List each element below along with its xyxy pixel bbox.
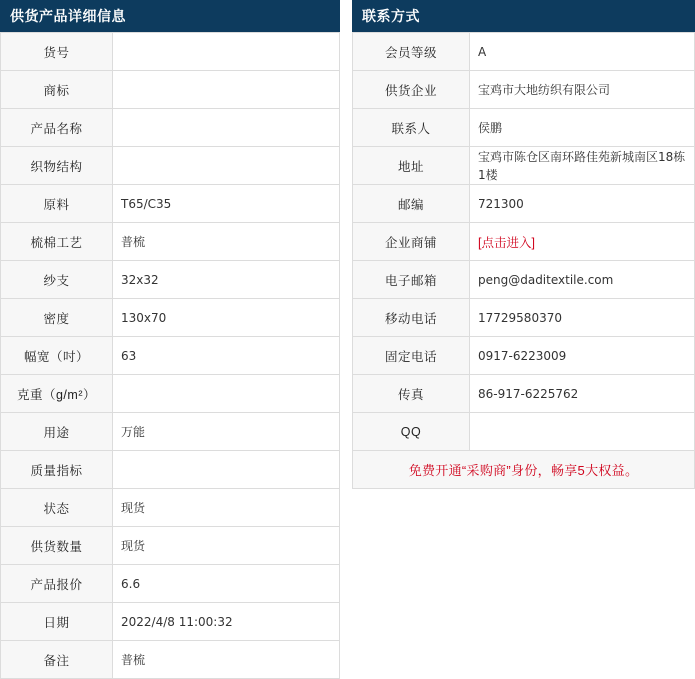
table-row (1, 33, 340, 71)
row-value: peng@daditextile.com (470, 261, 695, 299)
table-row (1, 413, 340, 451)
row-value: 86-917-6225762 (470, 375, 695, 413)
row-value (470, 413, 695, 451)
table-row (353, 299, 695, 337)
table-row (1, 109, 340, 147)
row-value (113, 71, 340, 109)
contact-table (352, 32, 695, 489)
table-row (1, 565, 340, 603)
row-value: 宝鸡市陈仓区南环路佳苑新城南区18栋1楼 (470, 147, 695, 185)
row-label: 织物结构 (1, 147, 113, 185)
promo-cell (353, 451, 695, 489)
row-value: 现货 (113, 527, 340, 565)
row-label: 克重（g/m²） (1, 375, 113, 413)
promo-text-prefix[interactable]: 免费开通“采购商”身份， (408, 463, 551, 478)
table-row (1, 527, 340, 565)
row-value: 普梳 (113, 223, 340, 261)
row-label: 产品名称 (1, 109, 113, 147)
table-row (353, 109, 695, 147)
table-row (353, 375, 695, 413)
product-detail-title: 供货产品详细信息 (0, 0, 340, 32)
row-label: 供货数量 (1, 527, 113, 565)
row-label: 会员等级 (353, 33, 470, 71)
row-value: 32x32 (113, 261, 340, 299)
table-row (1, 337, 340, 375)
row-label: 日期 (1, 603, 113, 641)
table-row (353, 337, 695, 375)
row-label: 纱支 (1, 261, 113, 299)
row-label: 邮编 (353, 185, 470, 223)
enter-shop-link[interactable]: [点击进入] (478, 235, 535, 250)
promo-text-suffix: 畅享5大权益。 (550, 463, 639, 478)
row-value: 2022/4/8 11:00:32 (113, 603, 340, 641)
row-value (113, 109, 340, 147)
table-row (1, 489, 340, 527)
table-row (353, 185, 695, 223)
row-value (113, 33, 340, 71)
row-label: 电子邮箱 (353, 261, 470, 299)
table-row-address (353, 147, 695, 185)
table-row (353, 71, 695, 109)
table-row (1, 603, 340, 641)
table-row (1, 261, 340, 299)
row-value (113, 451, 340, 489)
row-value: 17729580370 (470, 299, 695, 337)
table-row (1, 185, 340, 223)
row-value: 侯鹏 (470, 109, 695, 147)
row-label: 货号 (1, 33, 113, 71)
contact-panel (352, 0, 695, 489)
row-label: 梳棉工艺 (1, 223, 113, 261)
row-value: 普梳 (113, 641, 340, 679)
row-value: 万能 (113, 413, 340, 451)
table-row-shop (353, 223, 695, 261)
row-label: 联系人 (353, 109, 470, 147)
row-value: A (470, 33, 695, 71)
row-value: 130x70 (113, 299, 340, 337)
row-label: 质量指标 (1, 451, 113, 489)
table-row (1, 641, 340, 679)
promo-row (353, 451, 695, 489)
row-value: T65/C35 (113, 185, 340, 223)
product-detail-panel (0, 0, 340, 679)
row-label: 幅宽（吋） (1, 337, 113, 375)
row-value (113, 147, 340, 185)
row-label: 地址 (353, 147, 470, 185)
row-label: 企业商铺 (353, 223, 470, 261)
row-label: 移动电话 (353, 299, 470, 337)
row-value: 0917-6223009 (470, 337, 695, 375)
row-label: 原料 (1, 185, 113, 223)
row-value (113, 375, 340, 413)
row-label: 商标 (1, 71, 113, 109)
row-label: QQ (353, 413, 470, 451)
row-label: 密度 (1, 299, 113, 337)
row-label: 备注 (1, 641, 113, 679)
contact-panel-title: 联系方式 (352, 0, 695, 32)
row-value-shop (470, 223, 695, 261)
table-row (353, 413, 695, 451)
row-label: 传真 (353, 375, 470, 413)
row-value: 宝鸡市大地纺织有限公司 (470, 71, 695, 109)
table-row (1, 375, 340, 413)
table-row (1, 147, 340, 185)
table-row (1, 71, 340, 109)
product-detail-table (0, 32, 340, 679)
table-row (353, 261, 695, 299)
table-row (1, 451, 340, 489)
row-value: 63 (113, 337, 340, 375)
row-label: 产品报价 (1, 565, 113, 603)
row-value: 721300 (470, 185, 695, 223)
row-label: 供货企业 (353, 71, 470, 109)
row-label: 状态 (1, 489, 113, 527)
row-value: 6.6 (113, 565, 340, 603)
row-value: 现货 (113, 489, 340, 527)
table-row (1, 223, 340, 261)
table-row (353, 33, 695, 71)
row-label: 用途 (1, 413, 113, 451)
row-label: 固定电话 (353, 337, 470, 375)
table-row (1, 299, 340, 337)
